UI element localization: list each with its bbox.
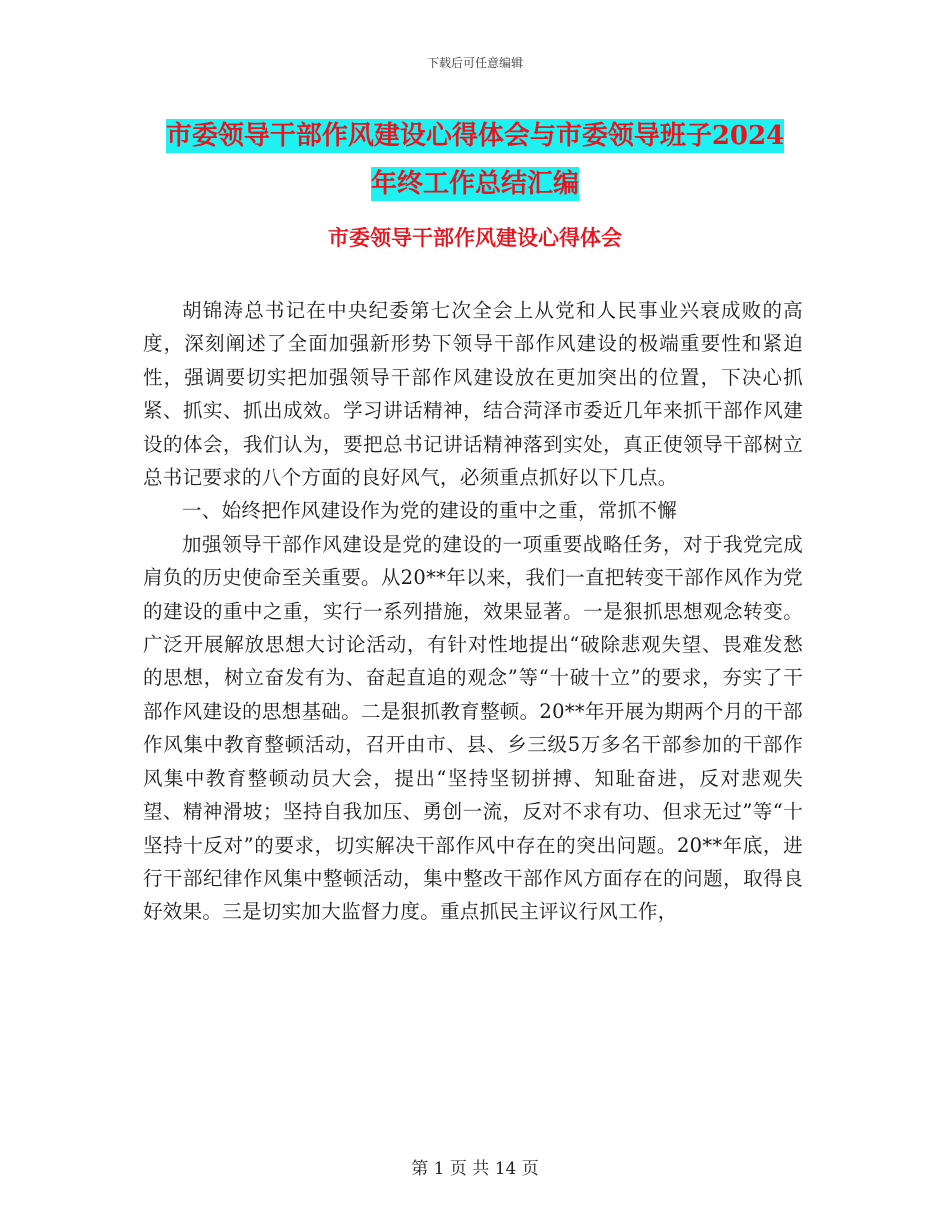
paragraph-body-1: 加强领导干部作风建设是党的建设的一项重要战略任务，对于我党完成肩负的历史使命至关重要。从20**年以来，我们一直把转变干部作风作为党的建设的重中之重，实行一系列措施，效果显著。一是狠抓思想观念转变。广泛开展解放思想大讨论活动，有针对性地提出“破除悲观失望、畏难发愁的思想，树立奋发有为、奋起直追的观念”等“十破十立”的要求，夯实了干部作风建设的思想基础。二是狠抓教育整顿。20**年开展为期两个月的干部作风集中教育整顿活动，召开由市、县、乡三级5万多名干部参加的干部作风集中教育整顿动员大会，提出“坚持坚韧拼搏、知耻奋进，反对悲观失望、精神滑坡；坚持自我加压、勇创一流，反对不求有功、但求无过”等“十坚持十反对”的要求，切实解决干部作风中存在的突出问题。20**年底，进行干部纪律作风集中整顿活动，集中整改干部作风方面存在的问题，取得良好效果。三是切实加大监督力度。重点抓民主评议行风工作， — [143, 532, 803, 924]
document-body — [143, 294, 803, 929]
document-title — [0, 112, 950, 208]
page-number: 第 1 页 共 14 页 — [411, 1159, 539, 1179]
paragraph-intro: 胡锦涛总书记在中央纪委第七次全会上从党和人民事业兴衰成败的高度，深刻阐述了全面加强新形势下领导干部作风建设的极端重要性和紧迫性，强调要切实把加强领导干部作风建设放在更加突出的位置，下决心抓紧、抓实、抓出成效。学习讲话精神，结合菏泽市委近几年来抓干部作风建设的体会，我们认为，要把总书记讲话精神落到实处，真正使领导干部树立总书记要求的八个方面的良好风气，必须重点抓好以下几点。 — [143, 299, 803, 490]
paragraph-heading-1: 一、始终把作风建设作为党的建设的重中之重，常抓不懈 — [182, 499, 678, 523]
document-title-line-1: 市委领导干部作风建设心得体会与市委领导班子2024 — [165, 121, 785, 151]
section-title: 市委领导干部作风建设心得体会 — [328, 225, 622, 250]
header-note: 下载后可任意编辑 — [426, 56, 523, 70]
document-title-line-2: 年终工作总结汇编 — [370, 169, 579, 199]
